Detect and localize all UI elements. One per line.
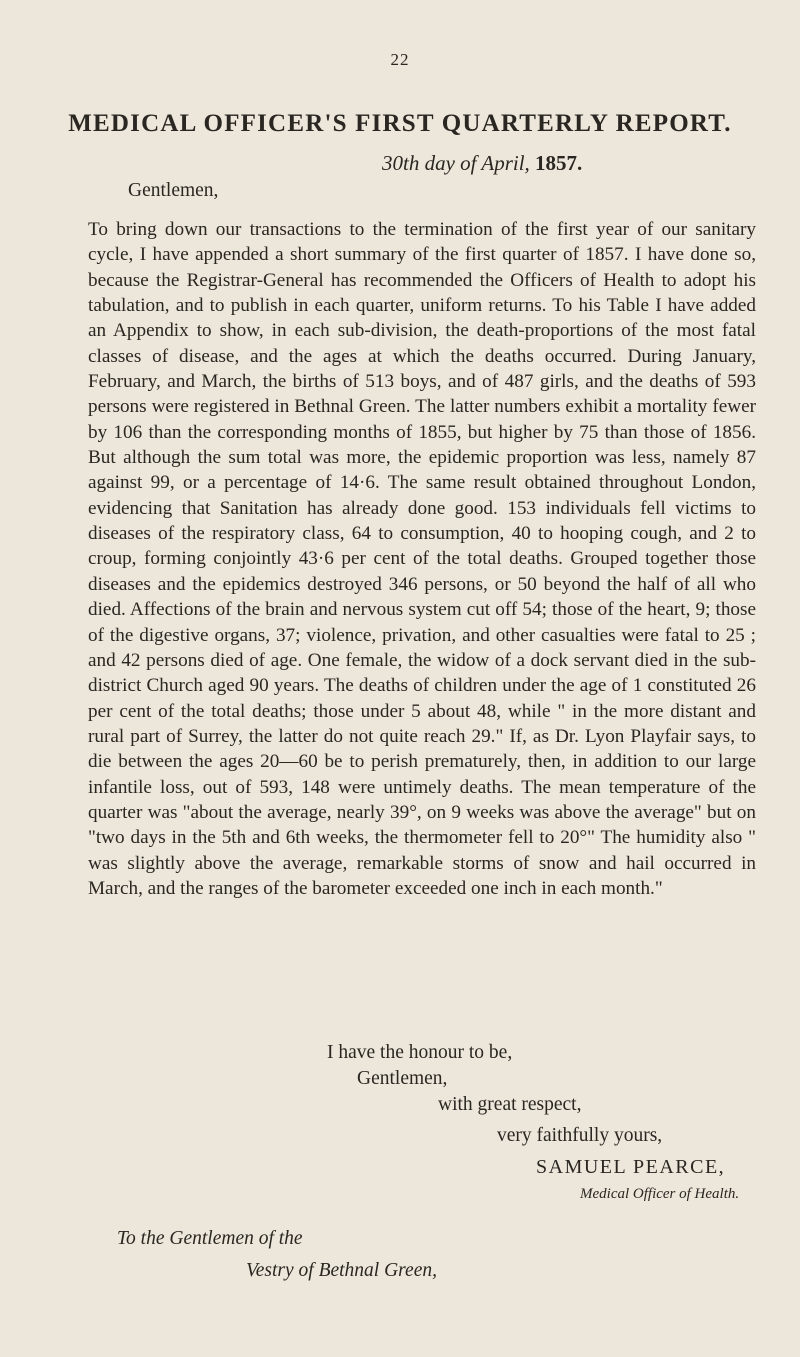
address-line-1: To the Gentlemen of the — [117, 1228, 303, 1249]
page-number: 22 — [390, 50, 410, 69]
report-title: MEDICAL OFFICER'S FIRST QUARTERLY REPORT. — [68, 110, 732, 137]
closing-line-gentlemen: Gentlemen, — [357, 1068, 448, 1089]
closing-line-honour: I have the honour to be, — [327, 1042, 513, 1063]
closing-line-faithfully: very faithfully yours, — [497, 1125, 663, 1146]
report-date-day: 30th day of April, — [382, 151, 530, 175]
report-date — [382, 151, 582, 176]
salutation: Gentlemen, — [128, 180, 219, 201]
report-body: To bring down our transactions to the termination of the first year of our sanitary cycle, I have appended a short summary of the first quarter of 1857. I have done so, because the Registrar-General has recommended the Officers of Health to adopt his tabulation, and to publish in each quarter, uniform returns. To his Table I have added an Appendix to show, in each sub-division, the death-proportions of the most fatal classes of disease, and the ages at which the deaths occurred. During January, February, and March, the births of 513 boys, and of 487 girls, and the deaths of 593 persons were registered in Bethnal Green. The latter numbers exhibit a mortality fewer by 106 than the corresponding months of 1855, but higher by 75 than those of 1856. But although the sum total was more, the epidemic proportion was less, namely 87 against 99, or a percentage of 14·6. The same result obtained throughout London, evidencing that Sanitation has already done good. 153 individuals fell victims to diseases of the respiratory class, 64 to consumption, 40 to hooping cough, and 2 to croup, forming conjointly 43·6 per cent of the total deaths. Grouped together those diseases and the epidemics destroyed 346 persons, or 50 beyond the half of all who died. Affections of the brain and nervous system cut off 54; those of the heart, 9; those of the digestive organs, 37; violence, privation, and other casualties were fatal to 25 ; and 42 persons died of age. One female, the widow of a dock servant died in the sub-district Church aged 90 years. The deaths of children under the age of 1 constituted 26 per cent of the total deaths; those under 5 about 48, while " in the more distant and rural part of Surrey, the latter do not quite reach 29." If, as Dr. Lyon Playfair says, to die between the ages 20—60 be to perish prematurely, then, in addition to our large infantile loss, out of 593, 148 were untimely deaths. The mean temperature of the quarter was "about the average, nearly 39°, on 9 weeks was above the average" but on "two days in the 5th and 6th weeks, the thermometer fell to 20°" The humidity also " was slightly above the average, remarkable storms of snow and hail occurred in March, and the ranges of the barometer exceeded one inch in each month." — [88, 219, 756, 899]
address-line-2: Vestry of Bethnal Green, — [246, 1260, 437, 1281]
signature-title: Medical Officer of Health. — [580, 1186, 740, 1202]
closing-line-respect: with great respect, — [438, 1094, 582, 1115]
signature-name: SAMUEL PEARCE, — [536, 1156, 726, 1178]
report-date-year: 1857. — [535, 151, 583, 175]
